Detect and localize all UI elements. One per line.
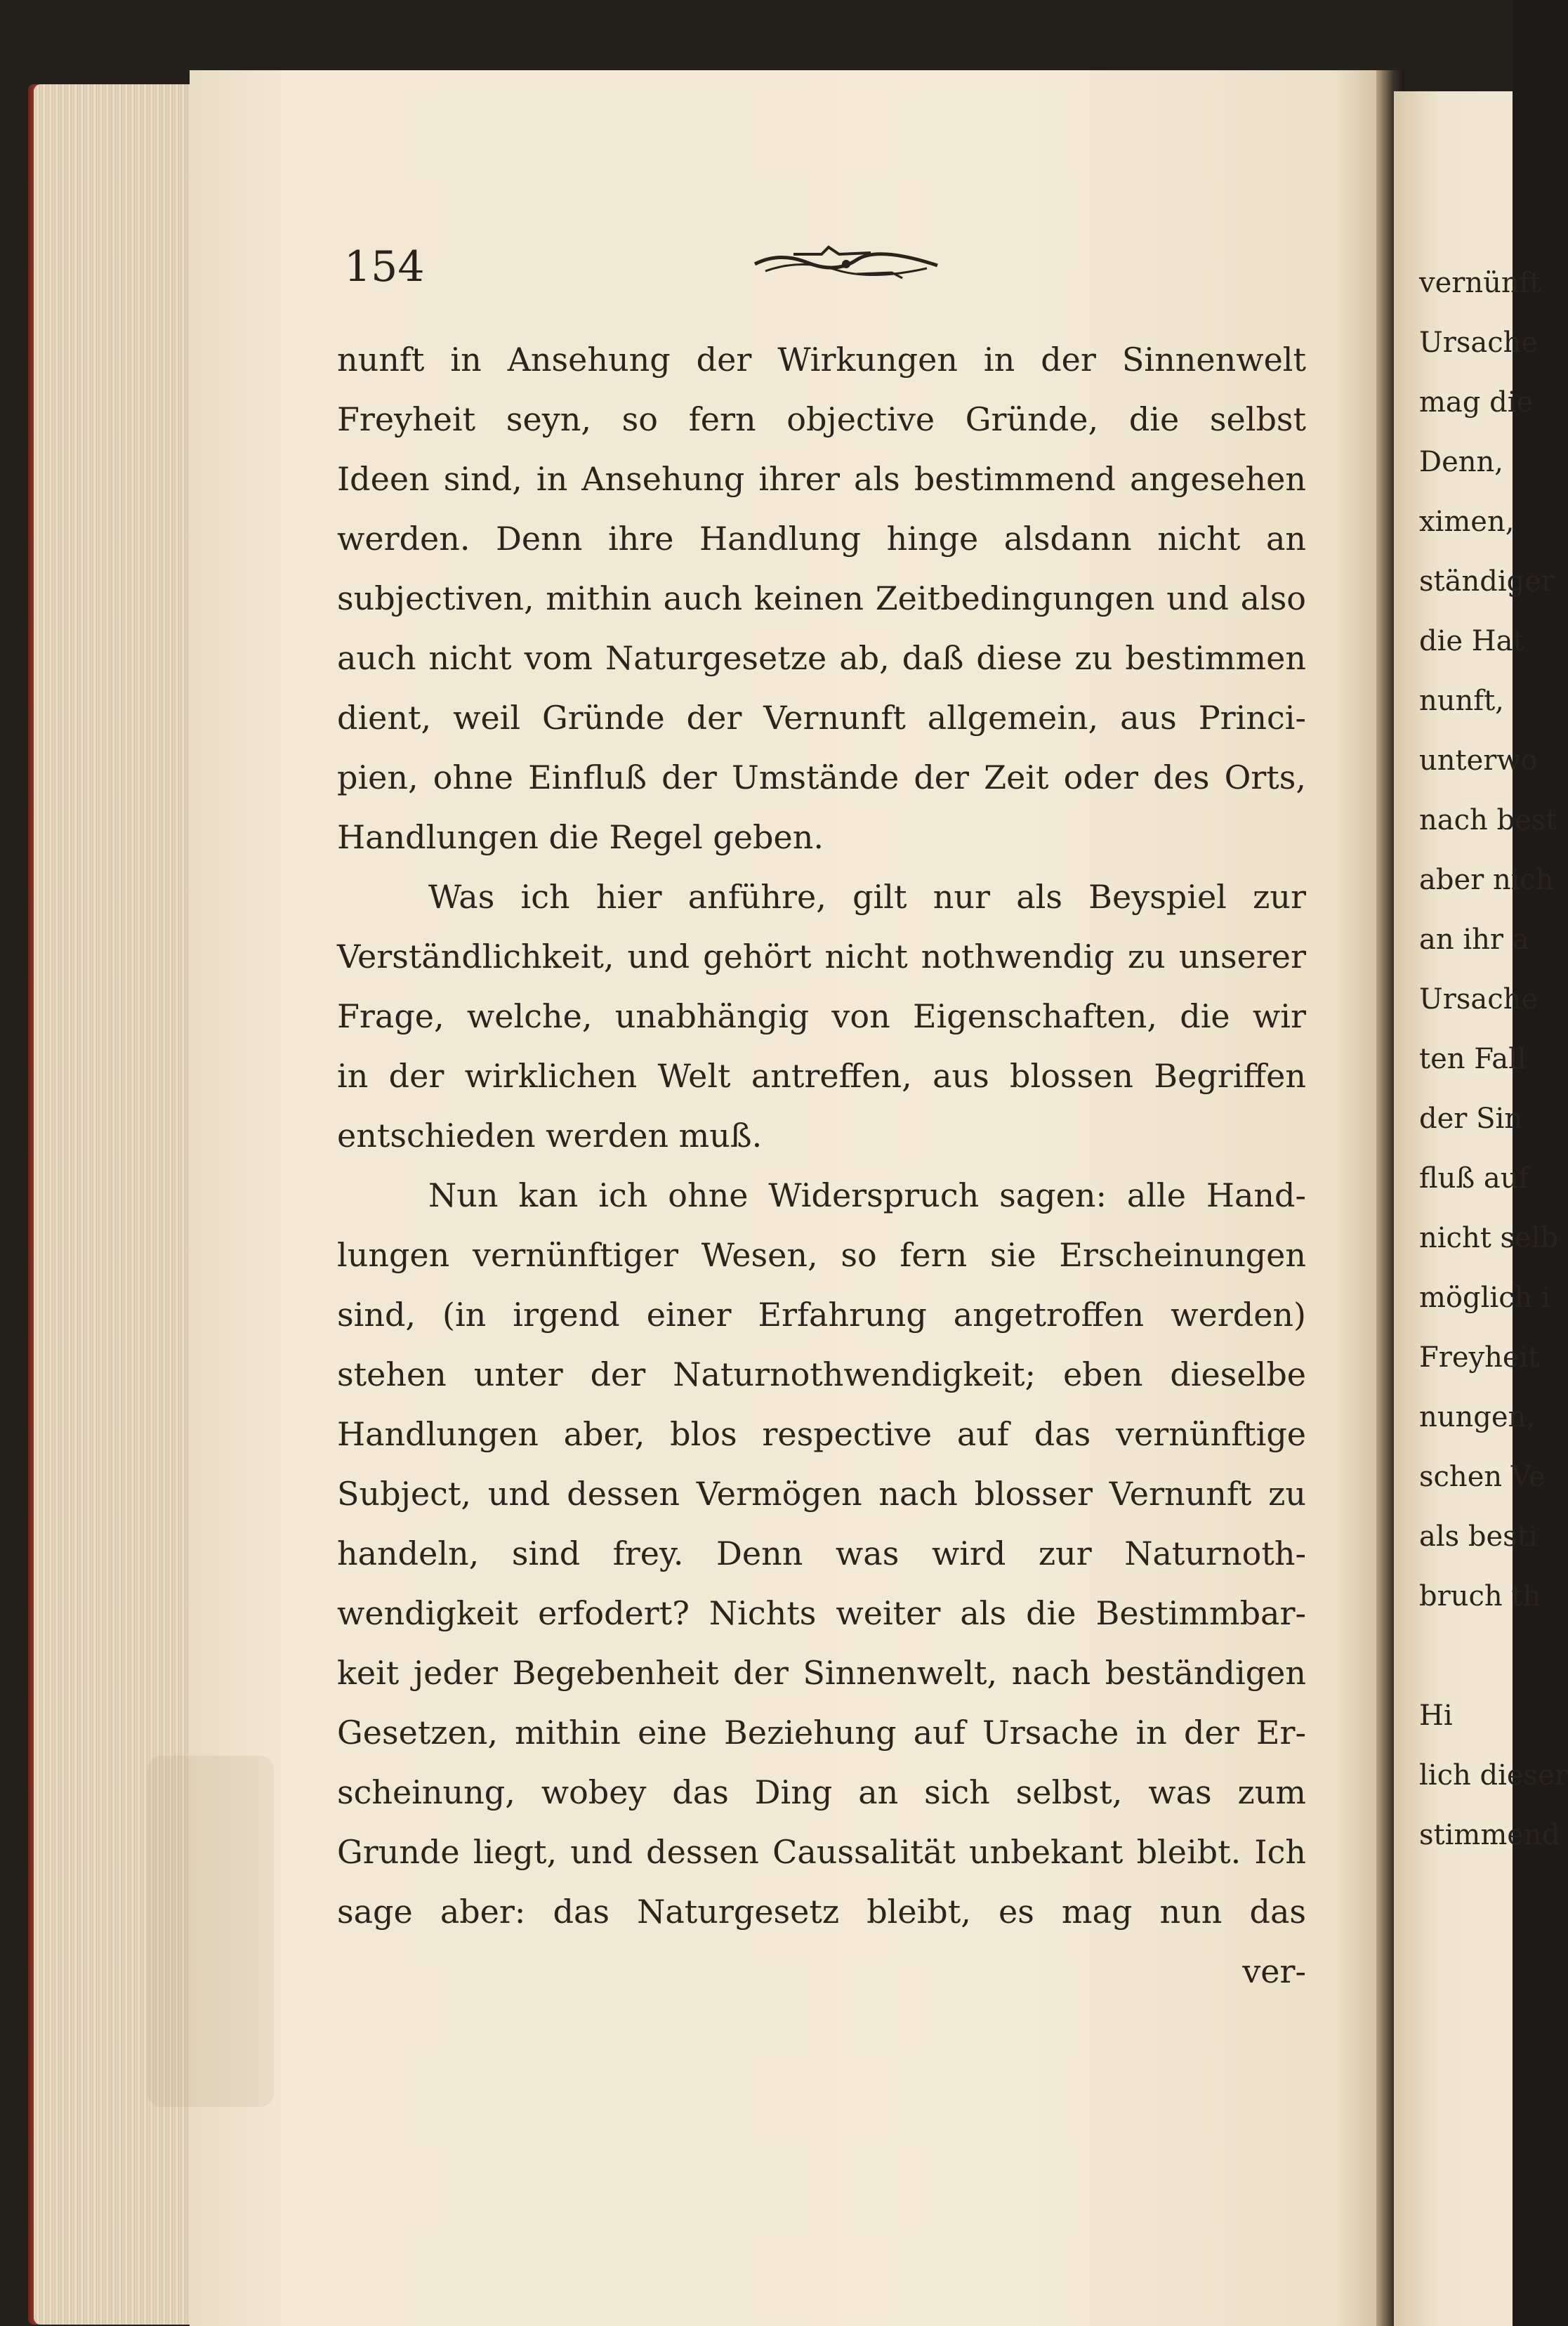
facing-line: mag die: [1419, 386, 1534, 419]
facing-line: stimmend: [1419, 1819, 1560, 1851]
facing-line: Ursache: [1419, 983, 1539, 1016]
facing-line: Ursache: [1419, 327, 1539, 359]
facing-line: unterwo: [1419, 744, 1538, 777]
header-ornament-icon: [751, 237, 941, 287]
text-line: entschieden werden muß.: [337, 1117, 763, 1155]
text-line: scheinung, wobey das Ding an sich selbst, was zum: [337, 1773, 1306, 1811]
facing-line: der Sin: [1419, 1103, 1523, 1135]
facing-page: [1394, 91, 1568, 2326]
text-line: subjectiven, mithin auch keinen Zeitbedingungen und also: [337, 579, 1306, 617]
facing-line: fluß auf: [1419, 1162, 1529, 1195]
text-line: handeln, sind frey. Denn was wird zur Naturnoth-: [337, 1535, 1306, 1572]
facing-line: Freyheit: [1419, 1341, 1540, 1374]
text-line: Freyheit seyn, so fern objective Gründe, die selbst: [337, 400, 1306, 438]
facing-line: nungen,: [1419, 1401, 1536, 1433]
facing-line: nach best: [1419, 804, 1557, 836]
facing-line: möglich i: [1419, 1282, 1550, 1314]
text-line: Gesetzen, mithin eine Beziehung auf Ursache in der Er-: [337, 1714, 1306, 1752]
facing-line: die Hat: [1419, 625, 1524, 657]
text-line: Nun kan ich ohne Widerspruch sagen: alle Hand-: [428, 1176, 1306, 1214]
text-line: Ideen sind, in Ansehung ihrer als bestimmend angesehen: [337, 460, 1306, 498]
facing-line: nunft,: [1419, 685, 1504, 717]
text-line: stehen unter der Naturnothwendigkeit; eben dieselbe: [337, 1355, 1306, 1393]
text-line: auch nicht vom Naturgesetze ab, daß diese zu bestimmen: [337, 639, 1306, 677]
text-line: keit jeder Begebenheit der Sinnenwelt, nach beständigen: [337, 1654, 1306, 1692]
facing-line: bruch th: [1419, 1580, 1541, 1612]
facing-line: Denn,: [1419, 446, 1503, 478]
text-line: Handlungen aber, blos respective auf das vernünftige: [337, 1415, 1306, 1453]
facing-line: Hi: [1419, 1700, 1453, 1732]
text-line: sind, (in irgend einer Erfahrung angetroffen werden): [337, 1296, 1306, 1334]
facing-line: nicht selb: [1419, 1222, 1559, 1254]
facing-line: ximen,: [1419, 506, 1515, 538]
facing-line: ten Fall: [1419, 1043, 1527, 1075]
text-line: Verständlichkeit, und gehört nicht nothwendig zu unserer: [337, 938, 1306, 975]
text-line: pien, ohne Einfluß der Umstände der Zeit oder des Orts,: [337, 758, 1306, 796]
text-line: werden. Denn ihre Handlung hinge alsdann nicht an: [337, 520, 1306, 558]
text-line: in der wirklichen Welt antreffen, aus blossen Begriffen: [337, 1057, 1306, 1095]
page-stain: [147, 1756, 274, 2107]
text-line: nunft in Ansehung der Wirkungen in der Sinnenwelt: [337, 341, 1306, 379]
page-number: 154: [344, 242, 425, 291]
facing-line: lich dieser: [1419, 1759, 1568, 1792]
text-line: wendigkeit erfodert? Nichts weiter als die Bestimmbar-: [337, 1594, 1306, 1632]
facing-line: als besti: [1419, 1520, 1538, 1553]
text-line: Handlungen die Regel geben.: [337, 818, 824, 856]
text-line: Frage, welche, unabhängig von Eigenschaften, die wir: [337, 997, 1306, 1035]
body-text: [337, 330, 1306, 2002]
text-line: sage aber: das Naturgesetz bleibt, es mag nun das: [337, 1893, 1306, 1931]
facing-line: ständiger: [1419, 565, 1555, 598]
text-line: Was ich hier anführe, gilt nur als Beyspiel zur: [428, 878, 1306, 916]
text-line: Subject, und dessen Vermögen nach blosser Vernunft zu: [337, 1475, 1306, 1513]
facing-line: an ihr a: [1419, 924, 1529, 956]
facing-line: aber nich: [1419, 864, 1554, 896]
facing-line: vernünft: [1419, 267, 1541, 299]
text-line: Grunde liegt, und dessen Caussalität unbekant bleibt. Ich: [337, 1833, 1306, 1871]
facing-line: schen Ve: [1419, 1461, 1546, 1493]
catchword: ver-: [1242, 1952, 1306, 1990]
text-line: dient, weil Gründe der Vernunft allgemein, aus Princi-: [337, 699, 1306, 737]
text-line: lungen vernünftiger Wesen, so fern sie Erscheinungen: [337, 1236, 1306, 1274]
